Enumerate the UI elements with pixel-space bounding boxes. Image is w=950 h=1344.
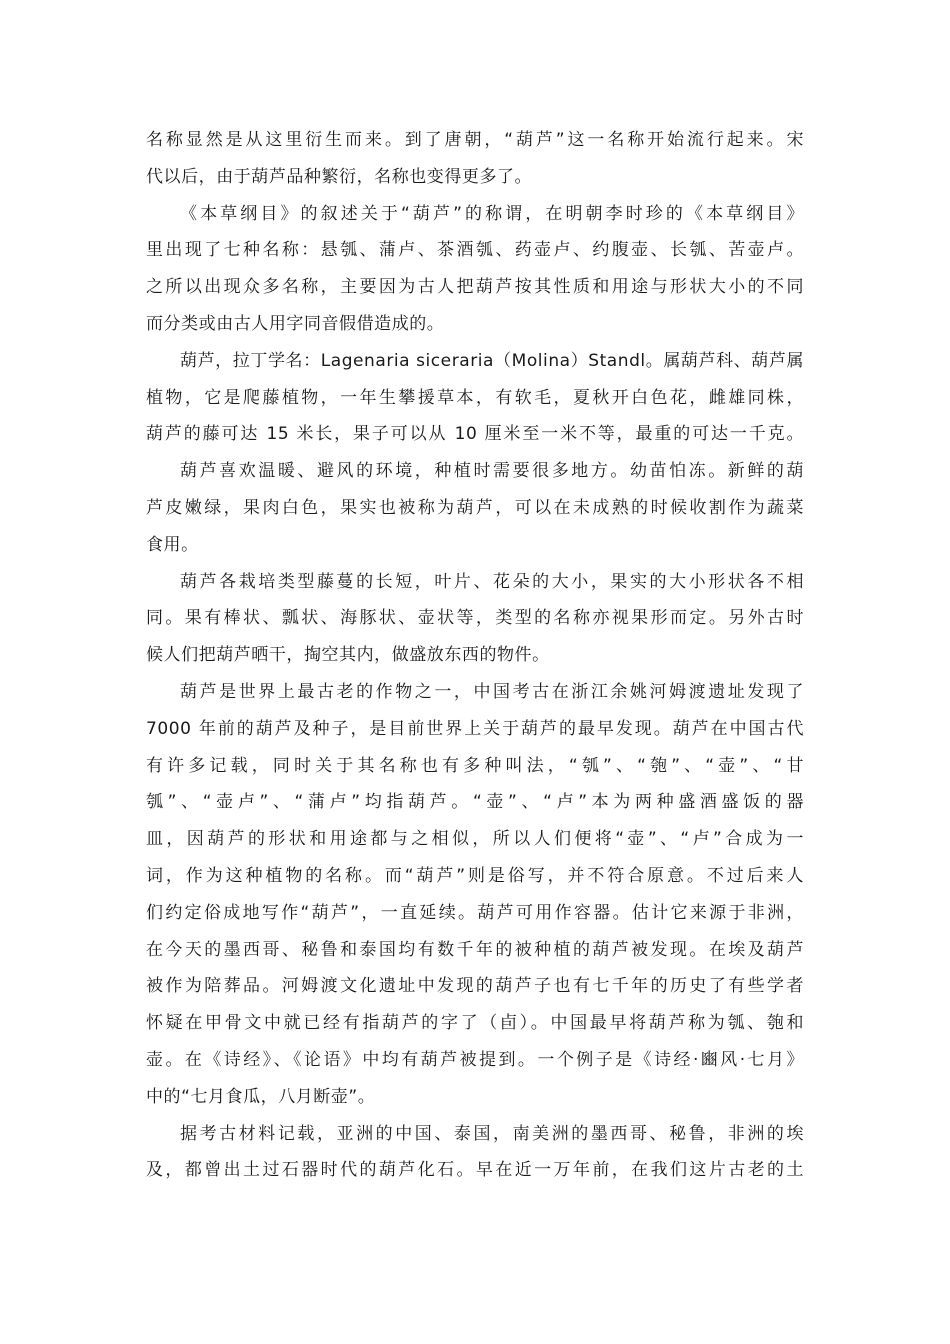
text-line: 中的“七月食瓜，八月断壶”。 [146, 1086, 376, 1107]
text-line: 候人们把葫芦晒干，掏空其内，做盛放东西的物件。 [146, 645, 550, 666]
text-line: 被作为陪葬品。河姆渡文化遗址中发现的葫芦子也有七千年的历史了有些学者 [146, 976, 804, 997]
text-line: 同。果有棒状、瓢状、海豚状、壶状等，类型的名称亦视果形而定。另外古时 [146, 608, 804, 629]
text-line: 葫芦是世界上最古老的作物之一，中国考古在浙江余姚河姆渡遗址发现了 [180, 681, 804, 702]
text-line: 之所以出现众多名称，主要因为古人把葫芦按其性质和用途与形状大小的不同 [146, 277, 804, 298]
text-line: 怀疑在甲骨文中就已经有指葫芦的字了（卣）。中国最早将葫芦称为瓠、匏和 [146, 1013, 804, 1034]
text-line: 里出现了七种名称：悬瓠、蒲卢、茶酒瓠、药壶卢、约腹壶、长瓠、苦壶卢。 [146, 240, 804, 261]
text-line: 葫芦喜欢温暖、避风的环境，种植时需要很多地方。幼苗怕冻。新鲜的葫 [180, 461, 804, 482]
text-line: 葫芦的藤可达 15 米长，果子可以从 10 厘米至一米不等，最重的可达一千克。 [146, 424, 804, 445]
text-line: 及，都曾出土过石器时代的葫芦化石。早在近一万年前，在我们这片古老的土 [146, 1160, 804, 1181]
text-line: 词，作为这种植物的名称。而“葫芦”则是俗写，并不符合原意。不过后来人 [146, 865, 804, 886]
text-line: 植物，它是爬藤植物，一年生攀援草本，有软毛，夏秋开白色花，雌雄同株， [146, 387, 804, 408]
text-line: 有许多记载，同时关于其名称也有多种叫法，“瓠”、“匏”、“壶”、“甘 [146, 755, 804, 776]
text-line: 皿，因葫芦的形状和用途都与之相似，所以人们便将“壶”、“卢”合成为一 [146, 829, 804, 850]
text-line: 《本草纲目》的叙述关于“葫芦”的称谓，在明朝李时珍的《本草纲目》 [180, 203, 804, 224]
text-line: 而分类或由古人用字同音假借造成的。 [146, 313, 445, 334]
text-line: 据考古材料记载，亚洲的中国、泰国，南美洲的墨西哥、秘鲁，非洲的埃 [180, 1123, 804, 1144]
text-line: 壶。在《诗经》、《论语》中均有葫芦被提到。一个例子是《诗经·豳风·七月》 [146, 1049, 804, 1070]
text-line: 7000 年前的葫芦及种子，是目前世界上关于葫芦的最早发现。葫芦在中国古代 [146, 718, 804, 739]
text-line: 食用。 [146, 534, 199, 555]
text-line: 名称显然是从这里衍生而来。到了唐朝，“葫芦”这一名称开始流行起来。宋 [146, 130, 804, 150]
text-line: 葫芦各栽培类型藤蔓的长短，叶片、花朵的大小，果实的大小形状各不相 [180, 571, 804, 592]
text-line: 代以后，由于葫芦品种繁衍，名称也变得更多了。 [146, 166, 533, 187]
body-text [146, 122, 804, 1189]
text-line: 在今天的墨西哥、秘鲁和泰国均有数千年的被种植的葫芦被发现。在埃及葫芦 [146, 939, 804, 960]
text-line: 葫芦，拉丁学名：Lagenaria siceraria（Molina）Standl。属葫芦科、葫芦属 [180, 350, 804, 371]
text-line: 们约定俗成地写作“葫芦”，一直延续。葫芦可用作容器。估计它来源于非洲， [146, 902, 804, 923]
text-line: 瓠”、“壶卢”、“蒲卢”均指葫芦。“壶”、“卢”本为两种盛酒盛饭的器 [146, 792, 804, 813]
text-line: 芦皮嫩绿，果肉白色，果实也被称为葫芦，可以在未成熟的时候收割作为蔬菜 [146, 497, 804, 518]
